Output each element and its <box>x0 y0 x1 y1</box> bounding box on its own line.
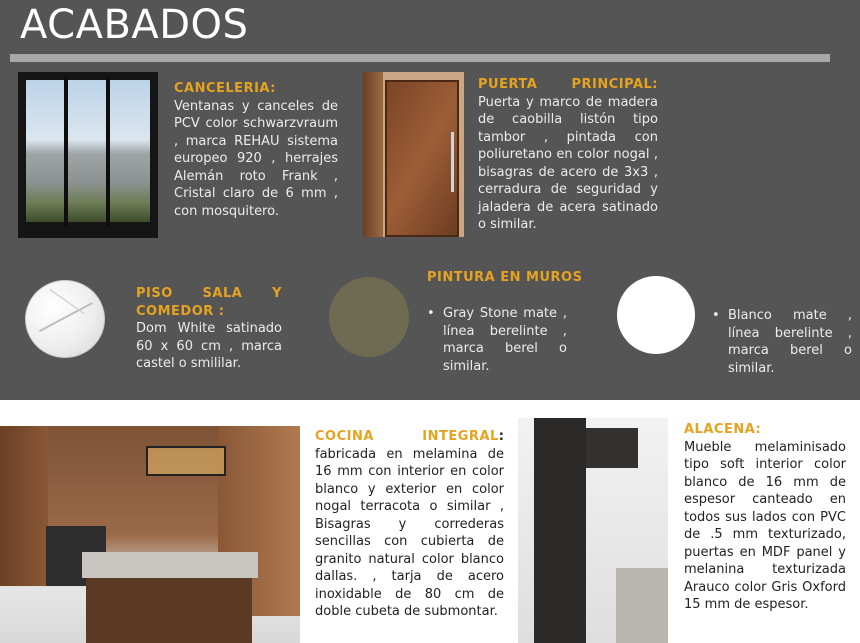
window-pane <box>68 80 106 222</box>
piso-text <box>136 285 282 373</box>
window-photo <box>18 72 158 238</box>
window-mullion <box>106 76 110 226</box>
gray-stone-swatch <box>329 277 409 357</box>
door-photo <box>363 72 464 237</box>
kitchen-countertop <box>82 552 258 578</box>
alacena-heading: ALACENA: <box>684 422 762 437</box>
canceleria-text <box>174 80 338 220</box>
pantry-upper-cabinet <box>586 428 638 468</box>
window-mullion <box>64 76 68 226</box>
bullet-icon: • <box>427 306 435 321</box>
pintura-item-1-text: Gray Stone mate , línea berelinte , marca berel o similar. <box>443 306 567 374</box>
window-pane <box>110 80 150 222</box>
kitchen-lamp <box>146 446 226 476</box>
puerta-body: Puerta y marco de madera de caobilla listón tipo tambor , pintada con poliuretano en color nogal , bisagras de acero de 3x3 , cerradura de seguridad y jaladera de acera satinado o similar. <box>478 94 658 232</box>
marble-floor-swatch <box>25 280 105 358</box>
piso-body: Dom White satinado 60 x 60 cm , marca castel o smililar. <box>136 321 282 371</box>
door-leaf <box>385 80 459 237</box>
kitchen-wall-left <box>0 426 48 586</box>
door-side-shelf <box>363 72 383 237</box>
cocina-text <box>315 428 504 621</box>
door-handle <box>451 132 454 192</box>
page-title: ACABADOS <box>20 2 249 48</box>
bullet-icon: • <box>712 308 720 323</box>
pantry-tall-cabinet <box>534 418 586 643</box>
kitchen-photo <box>0 426 300 643</box>
cocina-body: fabricada en melamina de 16 mm con interior en color blanco y exterior en color nogal terracota o similar , Bisagras y correderas sencillas con cubierta de granito natural color blanco dallas. , tarja de acero inoxidable de 80 cm de doble cubeta de submontar. <box>315 446 504 619</box>
piso-heading: PISO SALA Y COMEDOR : <box>136 286 282 319</box>
window-pane <box>26 80 64 222</box>
kitchen-island <box>86 578 252 643</box>
alacena-body: Mueble melaminisado tipo soft interior color blanco de 16 mm de espesor canteado en todos sus lados con PVC de .5 mm texturizado, puertas en MDF panel y melanina texturizada Arauco color Gris Oxford 15 mm de espesor. <box>684 439 846 612</box>
pintura-heading: PINTURA EN MUROS <box>427 270 583 285</box>
alacena-text <box>684 421 846 614</box>
pintura-item-2 <box>712 307 852 377</box>
cocina-heading: COCINA INTEGRAL <box>315 429 499 444</box>
canceleria-heading: CANCELERIA: <box>174 81 276 96</box>
pintura-item-1 <box>427 305 567 375</box>
white-paint-swatch <box>617 276 695 354</box>
cocina-heading-row: COCINA INTEGRAL: <box>315 429 504 444</box>
pintura-item-2-text: Blanco mate , línea berelinte , marca berel o similar. <box>728 308 852 376</box>
pantry-photo <box>518 418 668 643</box>
puerta-text <box>478 76 658 234</box>
pantry-table <box>616 568 668 643</box>
title-divider <box>10 54 830 62</box>
puerta-heading: PUERTA PRINCIPAL: <box>478 77 658 92</box>
canceleria-body: Ventanas y canceles de PCV color schwarzvraum , marca REHAU sistema europeo 920 , herrajes Alemán roto Frank , Cristal claro de 6 mm , con mosquitero. <box>174 98 338 219</box>
